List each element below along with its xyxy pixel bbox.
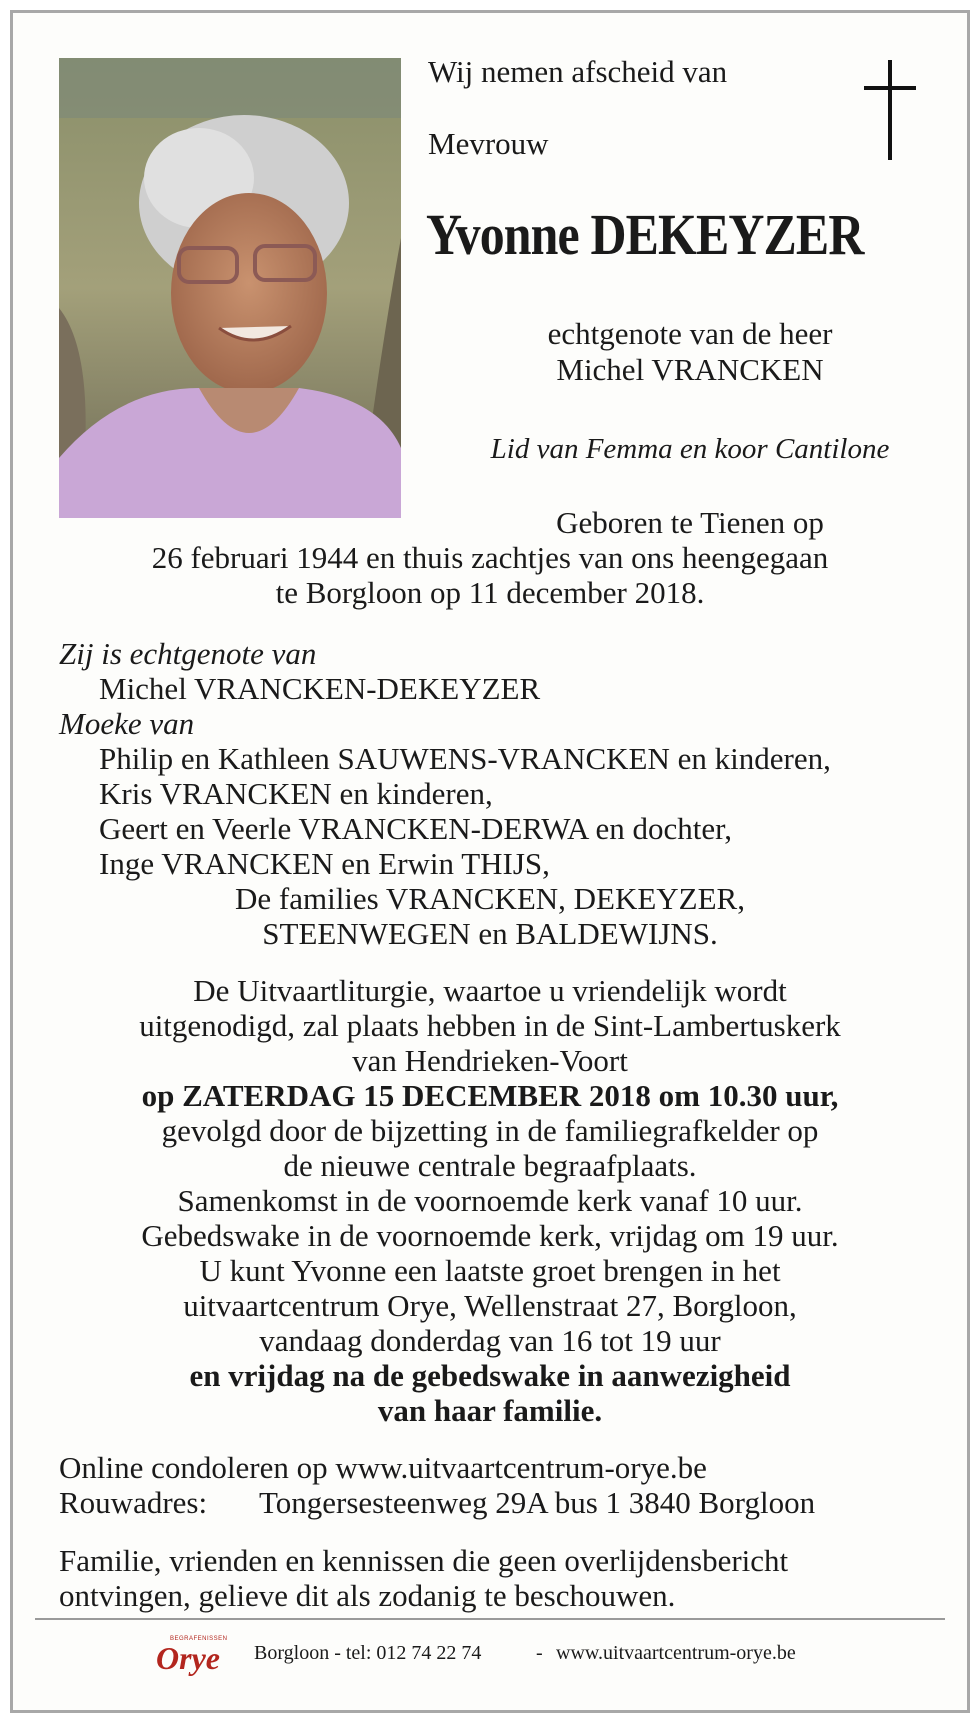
birth-line-2: 26 februari 1944 en thuis zachtjes van ons heengegaan <box>151 540 829 575</box>
service-line-8: U kunt Yvonne een laatste groet brengen in het <box>199 1253 781 1288</box>
service-line-5: de nieuwe centrale begraafplaats. <box>283 1148 697 1183</box>
service-line-4: gevolgd door de bijzetting in de familiegrafkelder op <box>161 1113 819 1148</box>
footer-divider <box>35 1618 945 1620</box>
portrait-photo <box>59 58 401 518</box>
salutation: Mevrouw <box>428 126 549 161</box>
families-line-2: STEENWEGEN en BALDEWIJNS. <box>262 916 718 951</box>
address-label: Rouwadres: <box>59 1485 208 1520</box>
birth-line-3: te Borgloon op 11 december 2018. <box>275 575 705 610</box>
child-3: Geert en Veerle VRANCKEN-DERWA en dochter, <box>99 811 732 846</box>
service-line-6: Samenkomst in de voornoemde kerk vanaf 10 uur. <box>177 1183 803 1218</box>
service-line-2: uitgenodigd, zal plaats hebben in de Sint-Lambertuskerk <box>139 1008 841 1043</box>
service-line-7: Gebedswake in de voornoemde kerk, vrijdag om 19 uur. <box>141 1218 839 1253</box>
mother-label: Moeke van <box>59 706 195 741</box>
child-4: Inge VRANCKEN en Erwin THIJS, <box>99 846 550 881</box>
cross-icon <box>862 60 918 160</box>
footer-website[interactable]: www.uitvaartcentrum-orye.be <box>556 1642 796 1664</box>
service-bold-1: en vrijdag na de gebedswake in aanwezigheid <box>189 1358 791 1393</box>
birth-line-1: Geboren te Tienen op <box>556 505 824 540</box>
spouse-line-2: Michel VRANCKEN <box>556 352 824 387</box>
footer-dash: - <box>536 1642 543 1664</box>
online-condolences: Online condoleren op www.uitvaartcentrum-orye.be <box>59 1450 707 1485</box>
service-line-10: vandaag donderdag van 16 tot 19 uur <box>259 1323 721 1358</box>
service-line-3: van Hendrieken-Voort <box>352 1043 628 1078</box>
service-date: op ZATERDAG 15 DECEMBER 2018 om 10.30 uur, <box>141 1078 839 1113</box>
deceased-name: Yvonne DEKEYZER <box>426 202 864 267</box>
spouse-line-1: echtgenote van de heer <box>547 316 833 351</box>
logo-small-text: BEGRAFENISSEN <box>170 1636 228 1642</box>
families-line-1: De families VRANCKEN, DEKEYZER, <box>234 881 745 916</box>
spouse-name: Michel VRANCKEN-DEKEYZER <box>99 671 541 706</box>
closing-line-2: ontvingen, gelieve dit als zodanig te beschouwen. <box>59 1578 676 1613</box>
address: Tongersesteenweg 29A bus 1 3840 Borgloon <box>259 1485 816 1520</box>
spouse-label: Zij is echtgenote van <box>59 636 317 671</box>
child-2: Kris VRANCKEN en kinderen, <box>99 776 493 811</box>
orye-logo <box>156 1636 228 1676</box>
intro-text: Wij nemen afscheid van <box>428 54 728 89</box>
footer-phone: Borgloon - tel: 012 74 22 74 <box>254 1642 482 1664</box>
service-line-9: uitvaartcentrum Orye, Wellenstraat 27, Borgloon, <box>183 1288 797 1323</box>
child-1: Philip en Kathleen SAUWENS-VRANCKEN en kinderen, <box>99 741 831 776</box>
service-line-1: De Uitvaartliturgie, waartoe u vriendelijk wordt <box>193 973 787 1008</box>
closing-line-1: Familie, vrienden en kennissen die geen overlijdensbericht <box>59 1543 789 1578</box>
membership: Lid van Femma en koor Cantilone <box>490 433 890 465</box>
logo-text: Orye <box>156 1640 220 1676</box>
service-bold-2: van haar familie. <box>377 1393 603 1428</box>
